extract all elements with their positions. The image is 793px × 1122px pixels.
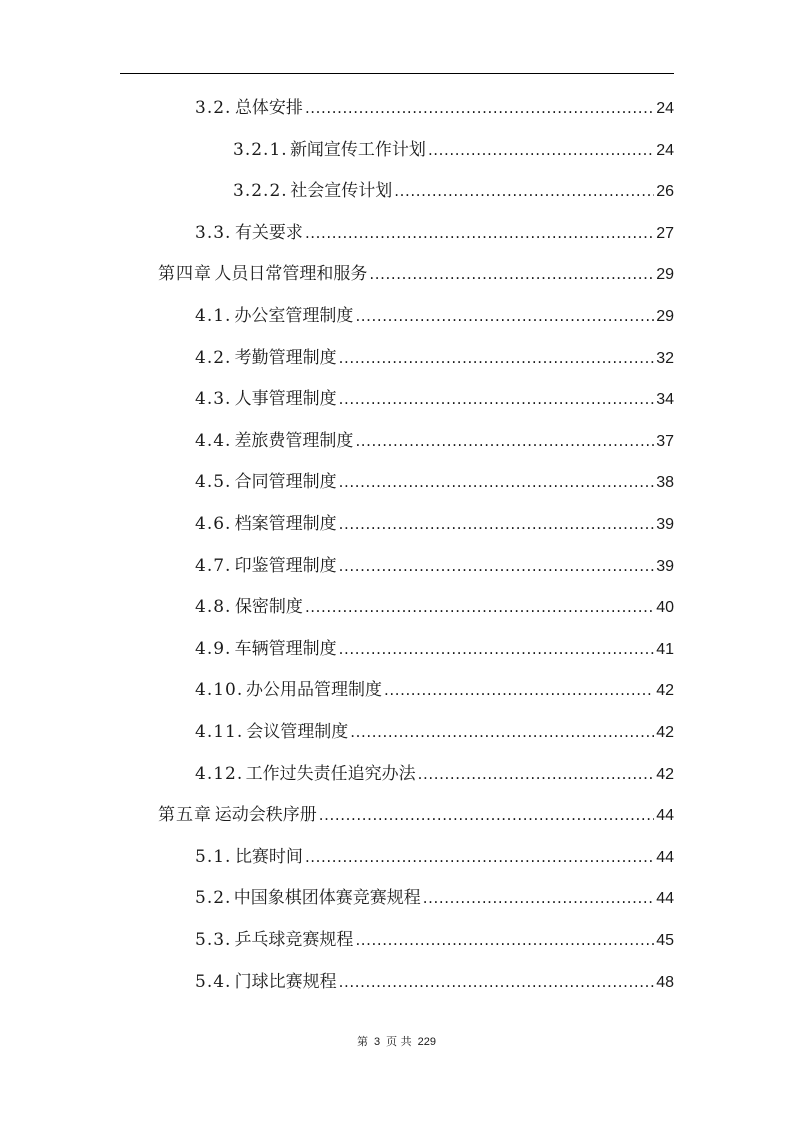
- toc-entry[interactable]: [195, 595, 674, 619]
- toc-entry[interactable]: [195, 221, 674, 245]
- toc-entry[interactable]: [195, 928, 674, 952]
- footer-prefix: 第: [357, 1035, 368, 1048]
- header-rule: [120, 73, 674, 74]
- toc-entry[interactable]: [158, 803, 674, 827]
- toc-entry-page-number: 40: [656, 599, 674, 616]
- toc-entry-page-number: 24: [656, 142, 674, 159]
- toc-entry-number: 第四章: [158, 264, 212, 284]
- toc-dot-leader: [305, 595, 654, 619]
- toc-entry-title: 档案管理制度: [234, 514, 337, 534]
- toc-dot-leader: [384, 678, 654, 702]
- toc-entry[interactable]: [195, 429, 674, 453]
- toc-entry-page-number: 44: [656, 807, 674, 824]
- toc-dot-leader: [339, 637, 655, 661]
- toc-entry-title: 考勤管理制度: [234, 348, 337, 368]
- toc-entry[interactable]: [195, 886, 674, 910]
- toc-entry-title: 总体安排: [234, 98, 303, 118]
- toc-entry-title: 人事管理制度: [234, 389, 337, 409]
- toc-entry-number: 4.2.: [195, 348, 232, 368]
- toc-entry-number: 4.4.: [195, 431, 232, 451]
- toc-entry[interactable]: [233, 179, 674, 203]
- toc-dot-leader: [305, 845, 654, 869]
- toc-entry-title: 有关要求: [234, 223, 303, 243]
- toc-dot-leader: [369, 262, 654, 286]
- toc-entry-page-number: 37: [656, 433, 674, 450]
- toc-entry-number: 4.11.: [195, 722, 244, 742]
- toc-entry-title: 中国象棋团体赛竞赛规程: [233, 888, 421, 908]
- toc-dot-leader: [339, 970, 655, 994]
- toc-entry[interactable]: [158, 262, 674, 286]
- toc-entry-number: 4.5.: [195, 472, 232, 492]
- toc-entry-title: 办公用品管理制度: [245, 680, 382, 700]
- toc-entry-number: 第五章: [158, 805, 212, 825]
- toc-dot-leader: [305, 221, 654, 245]
- toc-entry-number: 4.3.: [195, 389, 232, 409]
- toc-entry-number: 5.3.: [195, 930, 232, 950]
- toc-entry-number: 5.1.: [195, 847, 232, 867]
- toc-entry-number: 4.8.: [195, 597, 232, 617]
- toc-entry[interactable]: [195, 678, 674, 702]
- toc-entry-title: 乒乓球竞赛规程: [234, 930, 354, 950]
- toc-entry-title: 保密制度: [234, 597, 303, 617]
- toc-entry-number: 3.2.: [195, 98, 232, 118]
- toc-entry-page-number: 44: [656, 849, 674, 866]
- footer-total-pages: 229: [417, 1036, 436, 1048]
- toc-dot-leader: [423, 886, 654, 910]
- footer-middle: 页 共: [386, 1035, 412, 1048]
- toc-entry-page-number: 44: [656, 890, 674, 907]
- toc-dot-leader: [355, 928, 654, 952]
- toc-entry-page-number: 45: [656, 932, 674, 949]
- toc-entry-page-number: 38: [656, 474, 674, 491]
- toc-dot-leader: [339, 470, 655, 494]
- toc-entry-number: 5.4.: [195, 972, 232, 992]
- toc-dot-leader: [428, 138, 654, 162]
- toc-entry-title: 差旅费管理制度: [234, 431, 354, 451]
- toc-entry[interactable]: [195, 470, 674, 494]
- toc-entry-title: 门球比赛规程: [234, 972, 337, 992]
- toc-entry[interactable]: [195, 554, 674, 578]
- toc-entry-number: 4.9.: [195, 639, 232, 659]
- toc-entry-number: 4.10.: [195, 680, 244, 700]
- toc-entry-page-number: 29: [656, 266, 674, 283]
- toc-entry-number: 3.2.1.: [233, 140, 288, 160]
- toc-entry-page-number: 39: [656, 516, 674, 533]
- toc-dot-leader: [339, 387, 655, 411]
- page-footer: [0, 1034, 793, 1050]
- toc-dot-leader: [418, 762, 655, 786]
- toc-entry[interactable]: [195, 346, 674, 370]
- toc-entry-page-number: 39: [656, 558, 674, 575]
- toc-entry[interactable]: [233, 138, 674, 162]
- toc-entry-number: 4.12.: [195, 764, 244, 784]
- toc-entry-number: 3.3.: [195, 223, 232, 243]
- toc-dot-leader: [350, 720, 654, 744]
- toc-entry-page-number: 42: [656, 682, 674, 699]
- toc-entry[interactable]: [195, 845, 674, 869]
- toc-entry-number: 4.1.: [195, 306, 232, 326]
- footer-current-page: 3: [374, 1036, 381, 1048]
- toc-entry[interactable]: [195, 304, 674, 328]
- toc-entry-page-number: 42: [656, 724, 674, 741]
- toc-dot-leader: [339, 512, 655, 536]
- toc-entry-page-number: 34: [656, 391, 674, 408]
- toc-entry-title: 比赛时间: [234, 847, 303, 867]
- toc-dot-leader: [339, 346, 655, 370]
- toc-dot-leader: [305, 96, 654, 120]
- toc-entry-number: 5.2.: [195, 888, 232, 908]
- toc-dot-leader: [339, 554, 655, 578]
- toc-entry-number: 4.6.: [195, 514, 232, 534]
- toc-entry[interactable]: [195, 512, 674, 536]
- toc-entry-page-number: 26: [656, 183, 674, 200]
- toc-entry-title: 社会宣传计划: [290, 181, 393, 201]
- toc-dot-leader: [394, 179, 654, 203]
- toc-entry[interactable]: [195, 762, 674, 786]
- toc-entry-title: 印鉴管理制度: [234, 556, 337, 576]
- toc-entry-title: 车辆管理制度: [234, 639, 337, 659]
- toc-entry-page-number: 41: [656, 641, 674, 658]
- toc-entry[interactable]: [195, 970, 674, 994]
- toc-entry-number: 4.7.: [195, 556, 232, 576]
- toc-entry-title: 工作过失责任追究办法: [245, 764, 416, 784]
- toc-entry[interactable]: [195, 637, 674, 661]
- toc-entry-page-number: 29: [656, 308, 674, 325]
- toc-entry-title: 新闻宣传工作计划: [289, 140, 426, 160]
- toc-entry-title: 运动会秩序册: [214, 805, 317, 825]
- toc-entry-number: 3.2.2.: [233, 181, 288, 201]
- toc-entry[interactable]: [195, 96, 674, 120]
- toc-entry[interactable]: [195, 387, 674, 411]
- toc-entry-page-number: 24: [656, 100, 674, 117]
- toc-entry-title: 合同管理制度: [234, 472, 337, 492]
- toc-dot-leader: [319, 803, 654, 827]
- toc-dot-leader: [355, 429, 654, 453]
- toc-entry[interactable]: [195, 720, 674, 744]
- toc-entry-title: 办公室管理制度: [234, 306, 354, 326]
- toc-entry-page-number: 32: [656, 350, 674, 367]
- toc-entry-page-number: 48: [656, 974, 674, 991]
- toc-entry-title: 人员日常管理和服务: [214, 264, 368, 284]
- toc-entry-title: 会议管理制度: [246, 722, 349, 742]
- toc-dot-leader: [355, 304, 654, 328]
- toc-entry-page-number: 42: [656, 766, 674, 783]
- toc-entry-page-number: 27: [656, 225, 674, 242]
